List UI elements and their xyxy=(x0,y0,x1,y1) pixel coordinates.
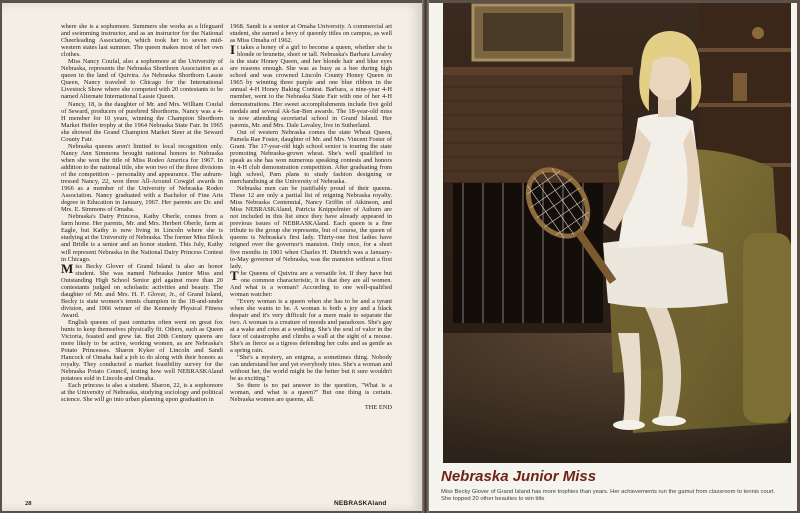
paragraph: Each princess is also a student. Sharon, 22, is a sophomore at the University of Nebraska, studying sociology and political science. She will go into urban planning upon graduation in xyxy=(61,382,223,404)
paragraph-text: t takes a honey of a girl to become a queen, whether she is blonde or brunette, short or tall. Nebraska's Barbara Lavaley is the state Honey Queen, and her blonde hair and blue eyes are reasons enough. She was as busy as a bee during high school and was crowned Lincoln County Honey Queen in 1965 by winning three purple and one blue ribbon in the annual 4-H Honey Baking Contest. Barbara, a nine-year 4-H member, went to the Nebraska State Fair with one of her 4-H demonstrations. Her sweet accomplishments include five gold medals and several Ak-Sar-Ben awards. The 18-year-old miss is now attending secretarial school in Grand Island. Her parents, Mr. and Mrs. Dale Lavaley, live in Sutherland. xyxy=(230,44,392,129)
paragraph-with-dropcap xyxy=(61,260,223,319)
paragraph: English queens of past centuries often went on great fox hunts to keep themselves physically fit. Others, such as Queen Victoria, feasted and grew fat. But 20th Century queens are more likely to be active, working women, as are Nebraska's Potato Princesses. Sharon Kyker of Lincoln and Sandi Hancock of Omaha had a job to do along with their honors as royalty. They conducted a market feasibility survey for the Nebraska Potato Council, testing how well NEBRASKAland potatoes sold in Lincoln and Omaha. xyxy=(61,318,223,383)
paragraph: Nebraska men can be justifiably proud of their queens. These 12 are only a partial list of reigning Nebraska royalty. Miss Nebraska Centennial, Nancy Griffin of Atkinson, and Miss NEBRASKAland, Patricia Knippelmier of Auburn are not included in this list since they have already appeared in previous issues of NEBRASKAland. Each queen is a fine tribute to the group she represents, but of course, the queen of queens is Nebraska's first lady. Thirty-one first ladies have reigned over the governor's mansion. Only once, for a short five months in 1901 when Charles H. Dietrich was a January-to-May governor of Nebraska, was the mansion without a first lady. xyxy=(230,185,392,270)
paragraph: Out of western Nebraska comes the state Wheat Queen, Pamela Rae Foster, daughter of Mr. and Mrs. Vincent Foster of Grant. The 17-year-old high school senior is touring the state promoting Nebraska-grown wheat. She's well qualified to speak as she has won numerous speaking contests and honors in 4-H club demonstration competition. After graduating from high school, Pam plans to study fashion designing or merchandising at the University of Nebraska. xyxy=(230,128,392,186)
paragraph: Miss Nancy Coufal, also a sophomore at the University of Nebraska, represents the Nebraska Shorthorn Association as a queen in the land of Quivira. As Nebraska Shorthorn Lassie Queen, Nancy traveled to Chicago for the International Livestock Show where she competed with 20 contestants to be named Alternate International Lassie Queen. xyxy=(61,58,223,101)
paragraph: Nebraska queens aren't limited to local recognition only. Nancy Ann Simmons brought national honors to Nebraska when she won the title of Miss Rodeo America for 1967. In addition to the national title, she won two of the three divisions of the competition – personality and appearance. The auburn-tressed Nancy, 22, won three All-Around Cowgirl awards in 1966 as a member of the University of Nebraska Rodeo Association. Nancy graduated with a Bachelor of Fine Arts degree in Education in January, 1967. Her parents are Dr. and Mrs. E. Simmons of Omaha. xyxy=(61,142,223,214)
paragraph-with-dropcap xyxy=(230,267,392,298)
portrait-illustration xyxy=(443,3,791,463)
paragraph-text: iss Becky Glover of Grand Island is also an honor student. She was named Nebraska Junior Miss and Outstanding High School Senior girl against more than 20 contestants judged on scholastic activities and beauty. The daughter of Mr. and Mrs. H. F. Glover, Jr., of Grand Island, Becky is state women's tennis champion in the 18-and-under division, and 1966 winner of the Kennedy Physical Fitness Award. xyxy=(61,262,223,319)
text-column-1 xyxy=(61,23,223,404)
paragraph: Nancy, 18, is the daughter of Mr. and Mrs. William Coufal of Seward, producers of purebred Shorthorns. Nancy was a 4-H member for 10 years, winning the Champion Shorthorn Market Heifer trophy at the 1964 Nebraska State Fair. In 1965 she showed the Grand Champion Market Steer at the Seward County Fair. xyxy=(61,100,223,143)
paragraph: where she is a sophomore. Summers she works as a lifeguard and swimming instructor, and as an instructor for the National Cheerleading Association, which took her to seven mid-western states last summer. The queen makes most of her own clothes. xyxy=(61,23,223,59)
paragraph-with-dropcap xyxy=(230,44,392,129)
right-page xyxy=(429,3,797,511)
drop-cap: T xyxy=(230,267,239,283)
paragraph: Nebraska's Dairy Princess, Kathy Oberle, comes from a farm home. Her parents, Mr. and Mrs. Herbert Oberle, farm at Eagle, but Kathy is now living in Lincoln where she is studying at the University of Nebraska. The former Miss Block and Bridle is a senior and an honor student. This July, Kathy will represent Nebraska in the National Dairy Princess Contest in Chicago. xyxy=(61,213,223,263)
caption-title: Nebraska Junior Miss xyxy=(441,468,597,485)
page-gutter xyxy=(422,0,429,513)
end-mark: THE END xyxy=(364,403,392,411)
drop-cap: I xyxy=(230,42,236,58)
paragraph-text: he Queens of Quivira are a versatile lot. If they have but one common characteristic, it is that they are all women. And what is a woman? According to one well-qualified woman watcher: xyxy=(230,269,392,298)
drop-cap: M xyxy=(61,260,74,276)
paragraph: "She's a mystery, an enigma, a sometimes thing. Nobody can understand her and yet everybody tries. She's a woman and without her, the world might be the better but it sure wouldn't be as exciting." xyxy=(230,354,392,383)
paragraph: "Every woman is a queen when she has to be and a tyrant when she wants to be. A woman is both a joy and a black despair and it's very difficult for a mere male to separate the two. A woman is a creature of moods and paradoxes. She's gay at a wake and cries at a wedding. She's the soul of valor in the face of catastrophe and climbs a wall at the sight of a mouse. She's as fierce as a tigress defending her cubs and as gentle as a spring rain. xyxy=(230,297,392,355)
text-column-2 xyxy=(230,23,392,411)
paragraph: 1968. Sandi is a senior at Omaha University. A commercial art student, she earned a bevy of queenly titles on campus, as well as Miss Omaha of 1962. xyxy=(230,23,392,45)
page-number: 28 xyxy=(25,500,32,507)
caption-text: Miss Becky Glover of Grand Island has more trophies than years. Her achievements run the gamut from classroom to tennis court. She topped 20 other beauties to win title xyxy=(441,489,776,502)
portrait-photo xyxy=(443,3,791,463)
left-page xyxy=(2,3,422,511)
paragraph: So there is no pat answer to the question, "What is a woman, and what is a queen?" But one thing is certain. Nebraska women are queens, all. xyxy=(230,382,392,404)
magazine-name: NEBRASKAland xyxy=(334,500,387,507)
